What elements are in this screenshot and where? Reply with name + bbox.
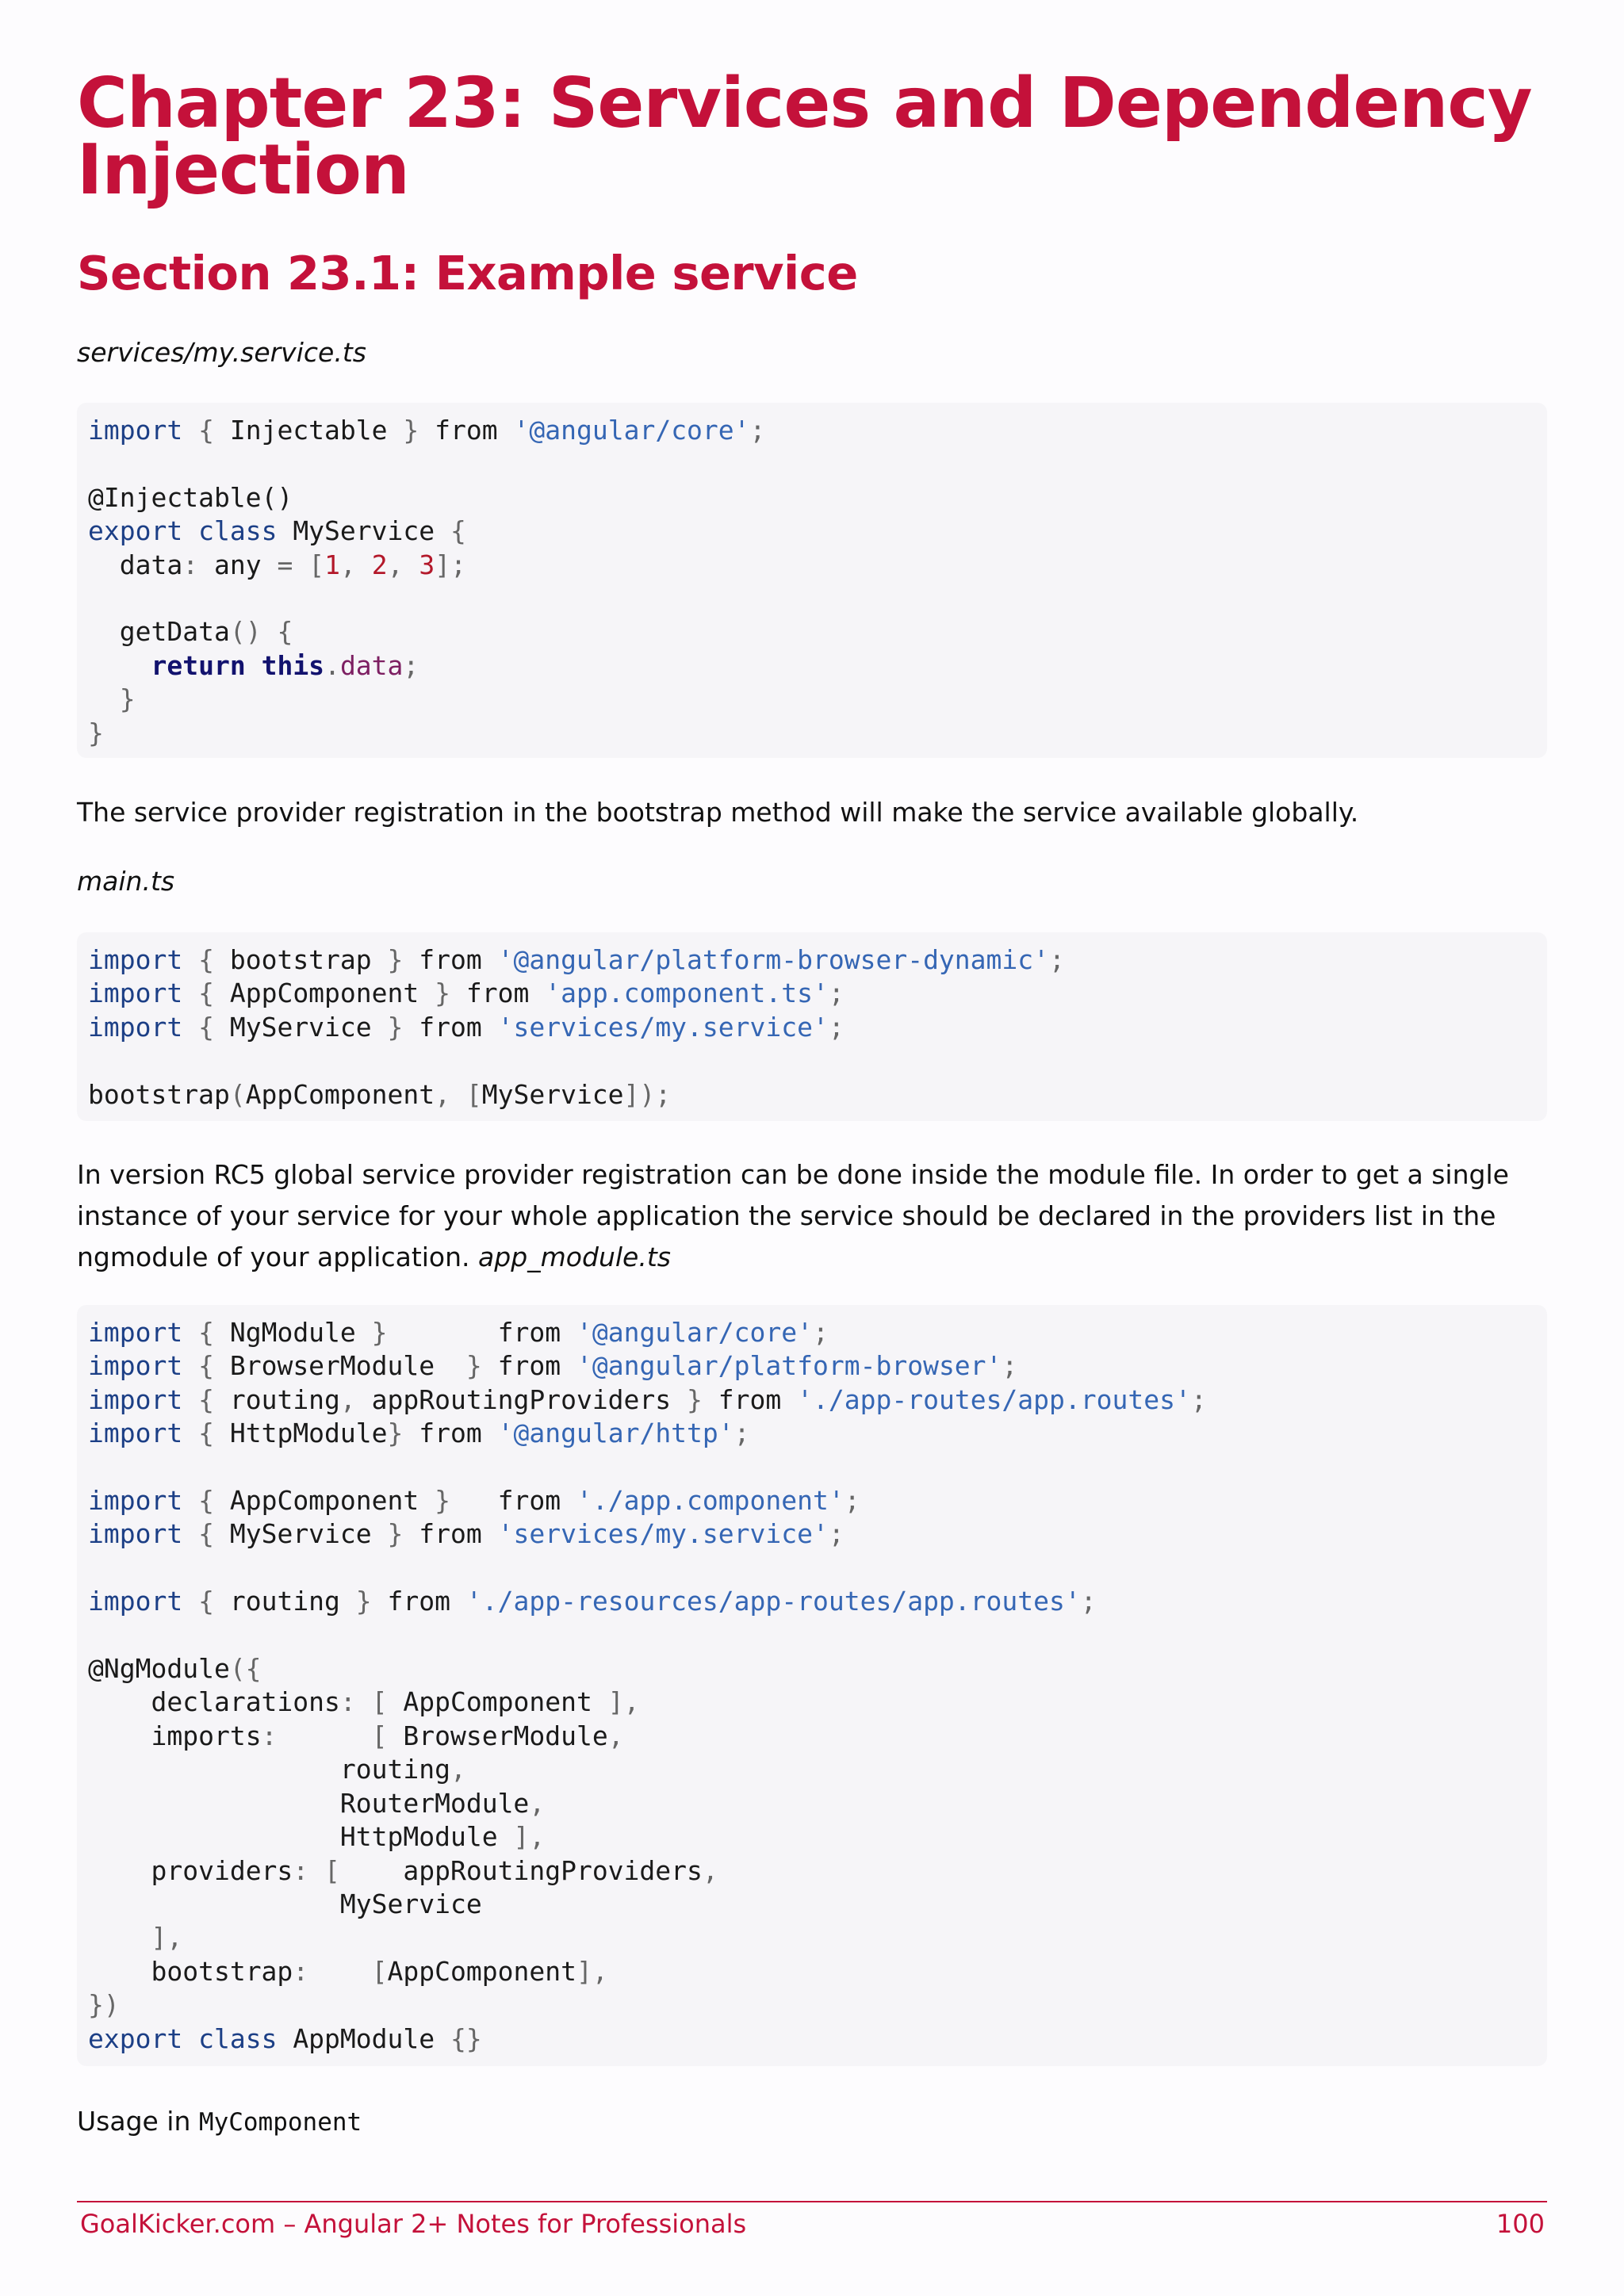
file-name-main: main.ts xyxy=(77,866,175,897)
code-text: import { bootstrap } from '@angular/platform-browser-dynamic'; import { AppComponent } from 'app.component.ts'; import { MyService } from 'services/my.service'; bootstrap(AppComponent, [MyService]); xyxy=(88,944,1065,1110)
page-number: 100 xyxy=(1496,2209,1545,2239)
code-block-my-service xyxy=(77,403,1547,758)
paragraph-bootstrap: The service provider registration in the bootstrap method will make the service available globally. xyxy=(77,797,1359,828)
footer-title: GoalKicker.com – Angular 2+ Notes for Professionals xyxy=(80,2209,747,2239)
paragraph-usage: Usage in MyComponent xyxy=(77,2106,362,2137)
code-block-app-module xyxy=(77,1305,1547,2066)
code-block-main xyxy=(77,932,1547,1121)
code-text: import { NgModule } from '@angular/core'; import { BrowserModule } from '@angular/platform-browser'; import { routing, appRoutingProviders } from './app-routes/app.routes'; import { HttpModule} from '@angular/http'; import { AppComponent } from './app.component'; import { MyService } from 'services/my.service'; import { routing } from './app-resources/app-routes/app.routes'; @NgModule({ declarations: [ AppComponent ], imports: [ BrowserModule, routing, RouterModule, HttpModule ], providers: [ appRoutingProviders, MyService ], bootstrap: [AppComponent], }) export class AppModule {} xyxy=(88,1317,1207,2054)
footer-divider xyxy=(77,2201,1547,2202)
code-text: import { Injectable } from '@angular/core'; @Injectable() export class MyService { data: any = [1, 2, 3]; getData() { return this.data; } } xyxy=(88,415,766,748)
section-title: Section 23.1: Example service xyxy=(77,246,858,300)
inline-code-mycomponent: MyComponent xyxy=(198,2108,362,2137)
paragraph-rc5: In version RC5 global service provider registration can be done inside the module file. In order to get a single instance of your service for your whole application the service should be declared in the providers list in the ngmodule of your application. app_module.ts xyxy=(77,1159,1509,1272)
file-name-app-module: app_module.ts xyxy=(478,1242,671,1272)
chapter-title: Chapter 23: Services and Dependency Injection xyxy=(77,63,1532,210)
file-name-my-service: services/my.service.ts xyxy=(77,337,366,368)
